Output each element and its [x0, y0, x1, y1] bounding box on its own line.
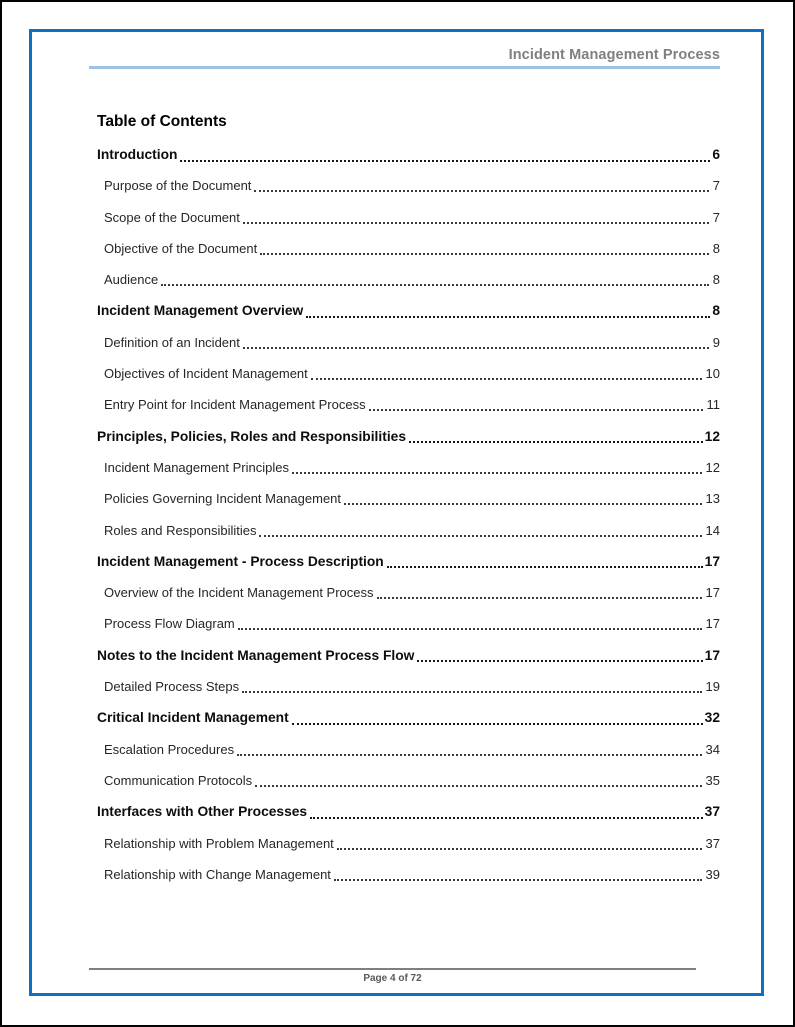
toc-entry-label: Scope of the Document	[104, 209, 240, 225]
toc-entry[interactable]	[89, 426, 720, 447]
header-rule	[89, 66, 720, 69]
toc-entry-page: 7	[712, 209, 720, 225]
toc-entry[interactable]	[89, 144, 720, 165]
toc-entry-page: 9	[712, 334, 720, 350]
toc-entry-label: Incident Management Overview	[97, 303, 304, 319]
toc-entry[interactable]	[89, 269, 720, 290]
toc-entry[interactable]	[89, 613, 720, 634]
toc-dot-leader	[255, 785, 701, 787]
toc-entry[interactable]	[89, 457, 720, 478]
toc-dot-leader	[254, 190, 708, 192]
toc-entry-page: 17	[704, 553, 720, 569]
toc-entry-label: Objectives of Incident Management	[104, 366, 308, 382]
page-content	[89, 32, 720, 895]
toc-entry[interactable]	[89, 645, 720, 666]
toc-entry-page: 19	[705, 679, 720, 695]
toc-entry-page: 37	[704, 804, 720, 820]
toc-title: Table of Contents	[97, 113, 227, 130]
toc-entry[interactable]	[89, 332, 720, 353]
toc-list	[89, 144, 720, 885]
toc-entry-page: 10	[705, 366, 720, 382]
toc-entry-label: Incident Management - Process Description	[97, 553, 384, 569]
toc-entry[interactable]	[89, 676, 720, 697]
toc-dot-leader	[409, 441, 703, 443]
toc-entry-page: 12	[705, 459, 720, 475]
toc-entry-page: 11	[706, 397, 720, 413]
toc-dot-leader	[292, 472, 702, 474]
toc-entry-label: Escalation Procedures	[104, 741, 235, 757]
toc-dot-leader	[377, 597, 702, 599]
toc-entry-label: Introduction	[97, 147, 178, 162]
toc-entry[interactable]	[89, 175, 720, 196]
toc-entry-page: 7	[712, 178, 720, 194]
toc-entry-page: 8	[712, 240, 720, 256]
toc-dot-leader	[259, 535, 701, 537]
footer-page-number: Page 4 of 72	[363, 973, 422, 984]
toc-entry[interactable]	[89, 488, 720, 509]
toc-entry-label: Incident Management Principles	[104, 459, 289, 475]
page-border	[29, 29, 764, 996]
toc-entry[interactable]	[89, 520, 720, 541]
toc-entry[interactable]	[89, 363, 720, 384]
toc-entry[interactable]	[89, 864, 720, 885]
toc-entry-page: 12	[704, 428, 720, 444]
toc-entry[interactable]	[89, 801, 720, 822]
toc-dot-leader	[337, 848, 702, 850]
toc-dot-leader	[311, 378, 702, 380]
toc-dot-leader	[292, 723, 703, 725]
toc-entry-label: Overview of the Incident Management Process	[104, 585, 374, 601]
toc-entry-page: 17	[705, 585, 720, 601]
toc-entry-label: Detailed Process Steps	[104, 679, 240, 695]
toc-entry-label: Roles and Responsibilities	[104, 522, 257, 538]
toc-entry-page: 39	[705, 866, 720, 882]
toc-dot-leader	[344, 503, 702, 505]
toc-entry-label: Relationship with Change Management	[104, 866, 331, 882]
toc-entry-label: Purpose of the Document	[104, 178, 252, 194]
toc-entry-page: 37	[705, 835, 720, 851]
toc-dot-leader	[369, 409, 703, 411]
toc-entry[interactable]	[89, 707, 720, 728]
toc-dot-leader	[238, 628, 702, 630]
toc-dot-leader	[242, 691, 701, 693]
toc-entry-label: Process Flow Diagram	[104, 616, 235, 632]
toc-entry[interactable]	[89, 739, 720, 760]
toc-dot-leader	[306, 316, 710, 318]
toc-dot-leader	[243, 347, 709, 349]
toc-entry[interactable]	[89, 582, 720, 603]
toc-entry-label: Policies Governing Incident Management	[104, 491, 342, 507]
toc-dot-leader	[334, 879, 702, 881]
toc-entry-page: 35	[705, 772, 720, 788]
toc-entry-page: 14	[705, 522, 720, 538]
toc-entry[interactable]	[89, 833, 720, 854]
toc-dot-leader	[180, 160, 710, 162]
toc-entry-label: Principles, Policies, Roles and Responsibilities	[97, 428, 406, 444]
toc-entry-label: Communication Protocols	[104, 772, 253, 788]
toc-dot-leader	[417, 660, 702, 662]
toc-entry-page: 13	[705, 491, 720, 507]
toc-entry-page: 17	[704, 647, 720, 663]
toc-dot-leader	[387, 566, 703, 568]
toc-entry-label: Notes to the Incident Management Process Flow	[97, 647, 415, 663]
footer-rule	[89, 968, 696, 970]
toc-entry-label: Interfaces with Other Processes	[97, 804, 308, 820]
toc-entry-page: 17	[705, 616, 720, 632]
toc-entry-label: Relationship with Problem Management	[104, 835, 334, 851]
toc-dot-leader	[260, 253, 709, 255]
toc-entry-label: Definition of an Incident	[104, 334, 240, 350]
toc-dot-leader	[161, 284, 709, 286]
page-footer	[89, 968, 696, 984]
toc-entry-label: Objective of the Document	[104, 240, 258, 256]
toc-entry-label: Entry Point for Incident Management Process	[104, 397, 366, 413]
toc-entry-page: 8	[712, 272, 720, 288]
header-title: Incident Management Process	[508, 47, 720, 63]
toc-dot-leader	[243, 222, 709, 224]
toc-entry[interactable]	[89, 394, 720, 415]
toc-entry-label: Audience	[104, 272, 159, 288]
toc-entry[interactable]	[89, 770, 720, 791]
toc-entry-page: 34	[705, 741, 720, 757]
toc-entry-label: Critical Incident Management	[97, 710, 289, 726]
toc-entry-page: 32	[704, 710, 720, 726]
toc-entry[interactable]	[89, 238, 720, 259]
toc-entry[interactable]	[89, 300, 720, 321]
page-header	[89, 47, 720, 69]
toc-entry[interactable]	[89, 207, 720, 228]
toc-entry-page: 6	[712, 147, 720, 162]
toc-entry-page: 8	[712, 303, 720, 319]
toc-entry[interactable]	[89, 551, 720, 572]
toc-dot-leader	[237, 754, 701, 756]
toc-dot-leader	[310, 817, 703, 819]
